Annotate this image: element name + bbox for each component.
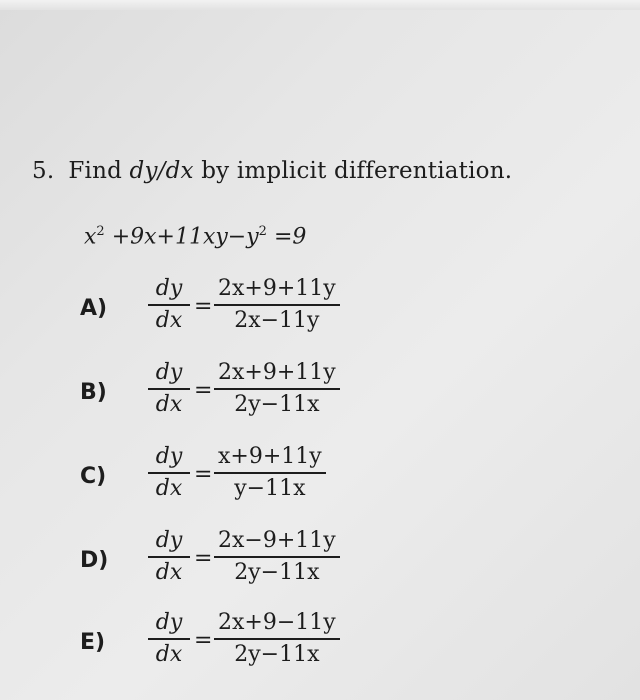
fraction-numerator: dy — [155, 444, 183, 469]
equals-sign: = — [194, 462, 213, 487]
rhs-fraction — [214, 526, 340, 588]
fraction-numerator: 2x+9−11y — [218, 610, 336, 635]
dydx-fraction — [148, 442, 190, 504]
fraction-denominator: dx — [155, 475, 183, 501]
equation-term1: x — [84, 224, 97, 250]
choice-letter: E) — [80, 630, 106, 655]
fraction-denominator: dx — [155, 391, 183, 417]
equation-end: =9 — [266, 224, 307, 250]
rhs-fraction — [214, 442, 326, 504]
fraction-denominator: 2y−11x — [234, 559, 320, 585]
problem-heading — [32, 158, 512, 184]
given-equation — [84, 224, 306, 249]
rhs-fraction — [214, 608, 340, 670]
fraction-numerator: 2x+9+11y — [218, 276, 336, 301]
equals-sign: = — [194, 546, 213, 571]
answer-choice-c[interactable] — [80, 440, 400, 524]
paper-top-edge — [0, 0, 640, 10]
fraction-denominator: 2y−11x — [234, 641, 320, 667]
dydx-fraction — [148, 274, 190, 336]
fraction-denominator: 2y−11x — [234, 391, 320, 417]
equals-sign: = — [194, 294, 213, 319]
choice-letter: A) — [80, 296, 108, 321]
fraction-numerator: dy — [155, 276, 183, 301]
equals-sign: = — [194, 628, 213, 653]
rhs-fraction — [214, 358, 340, 420]
fraction-numerator: dy — [155, 610, 183, 635]
choice-letter: B) — [80, 380, 107, 405]
choice-letter: C) — [80, 464, 107, 489]
problem-derivative: dy/dx — [129, 158, 194, 184]
fraction-numerator: dy — [155, 360, 183, 385]
problem-number: 5. — [32, 158, 55, 184]
answer-choice-d[interactable] — [80, 524, 400, 608]
rhs-fraction — [214, 274, 340, 336]
answer-choice-a[interactable] — [80, 272, 400, 356]
fraction-numerator: 2x−9+11y — [218, 528, 336, 553]
dydx-fraction — [148, 526, 190, 588]
fraction-denominator: dx — [155, 641, 183, 667]
fraction-denominator: dx — [155, 559, 183, 585]
fraction-numerator: 2x+9+11y — [218, 360, 336, 385]
fraction-numerator: x+9+11y — [218, 444, 322, 469]
fraction-denominator: dx — [155, 307, 183, 333]
dydx-fraction — [148, 608, 190, 670]
equation-exp1: 2 — [96, 224, 105, 239]
answer-choice-e[interactable] — [80, 606, 400, 690]
dydx-fraction — [148, 358, 190, 420]
problem-text-before: Find — [68, 158, 130, 184]
fraction-numerator: dy — [155, 528, 183, 553]
choice-letter: D) — [80, 548, 109, 573]
fraction-denominator: 2x−11y — [234, 307, 320, 333]
answer-choice-b[interactable] — [80, 356, 400, 440]
equals-sign: = — [194, 378, 213, 403]
problem-text-after: by implicit differentiation. — [193, 158, 513, 184]
equation-exp2: 2 — [258, 224, 267, 239]
equation-middle: +9x+11xy−y — [104, 224, 259, 250]
fraction-denominator: y−11x — [234, 475, 306, 501]
